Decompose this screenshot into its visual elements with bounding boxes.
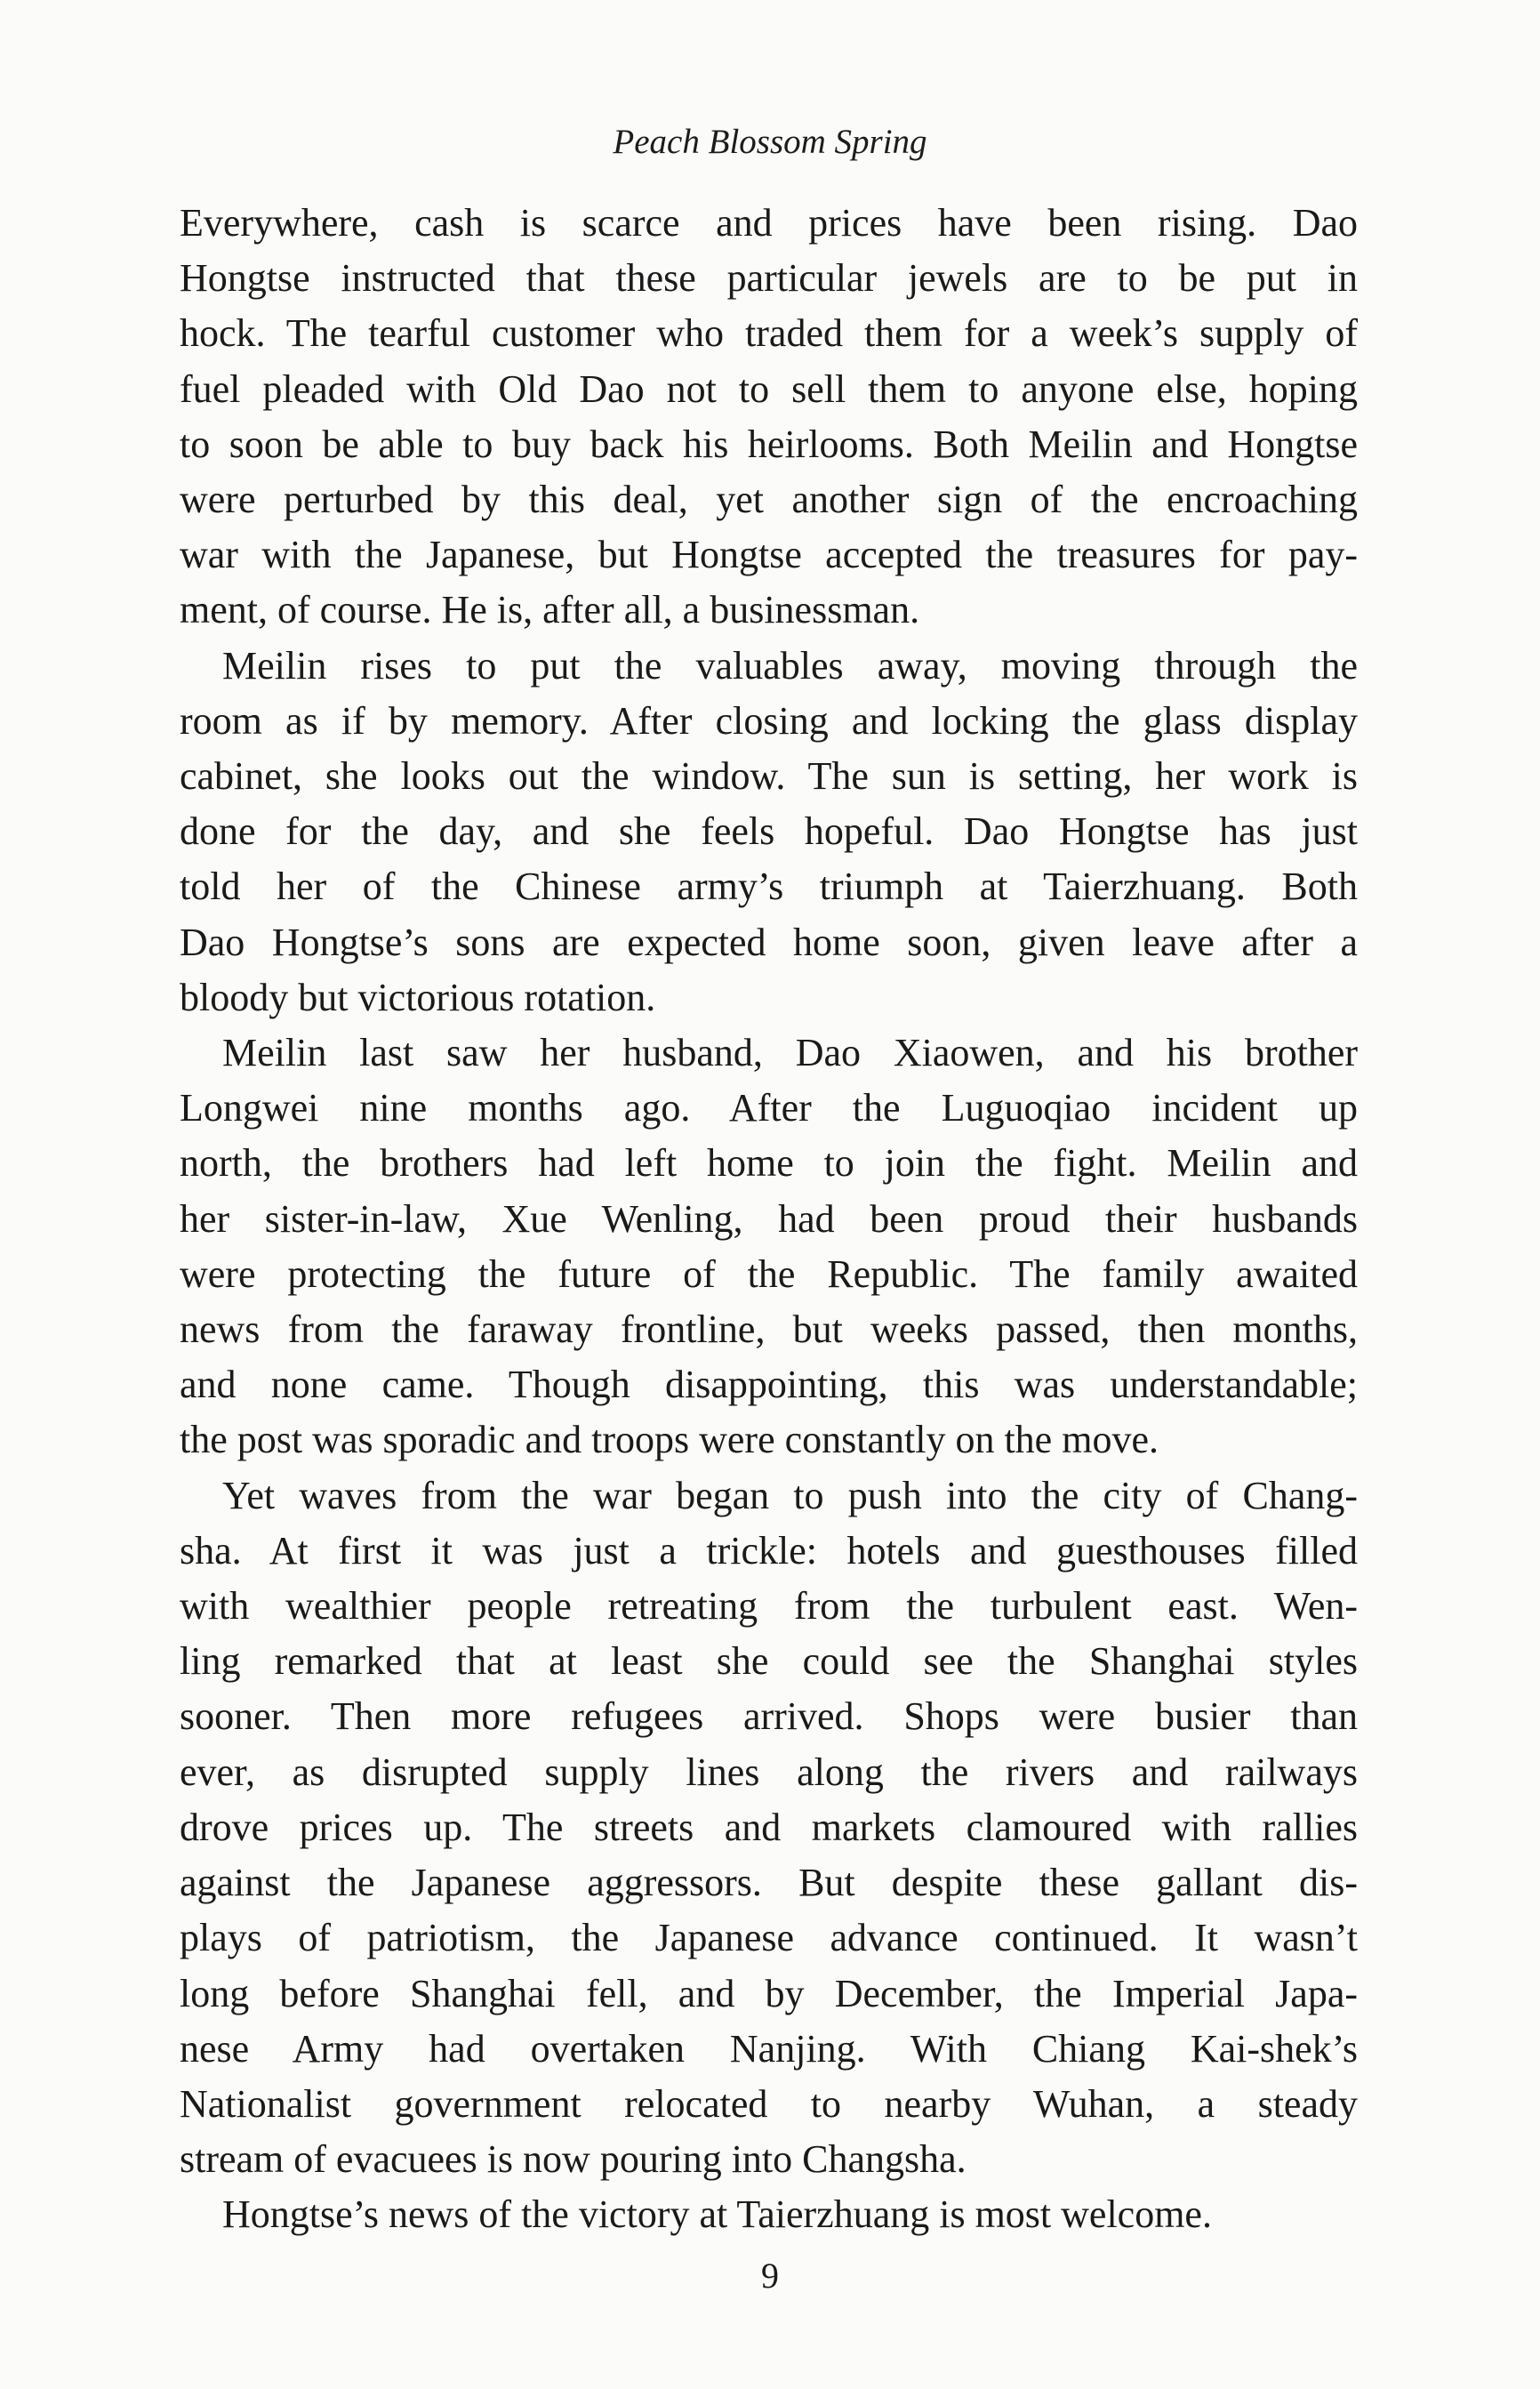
text-line: stream of evacuees is now pouring into Changsha.: [180, 2137, 967, 2182]
paragraph: [180, 196, 1358, 639]
text-line: Nationalist government relocated to nearby Wuhan, a steady: [180, 2081, 1358, 2126]
text-line: nese Army had overtaken Nanjing. With Chiang Kai-shek’s: [180, 2026, 1358, 2071]
text-line: room as if by memory. After closing and locking the glass display: [180, 698, 1358, 743]
paragraph: [180, 2187, 1358, 2242]
text-line: Yet waves from the war began to push into the city of Chang-: [222, 1473, 1358, 1517]
text-line: Everywhere, cash is scarce and prices have been rising. Dao: [180, 201, 1358, 245]
text-line: Meilin last saw her husband, Dao Xiaowen, and his brother: [222, 1031, 1358, 1075]
text-line: ever, as disrupted supply lines along the rivers and railways: [180, 1750, 1358, 1794]
running-head: Peach Blossom Spring: [613, 123, 927, 161]
text-line: war with the Japanese, but Hongtse accepted the treasures for pay-: [180, 533, 1358, 577]
paragraph: [180, 1026, 1358, 1468]
text-line: hock. The tearful customer who traded them for a week’s supply of: [180, 311, 1358, 356]
body-text: [180, 196, 1358, 2243]
text-line: Hongtse instructed that these particular jewels are to be put in: [180, 256, 1358, 301]
paragraph: [180, 639, 1358, 1026]
text-line: and none came. Though disappointing, this was understandable;: [180, 1363, 1358, 1407]
text-line: cabinet, she looks out the window. The sun is setting, her work is: [180, 754, 1358, 799]
text-line: news from the faraway frontline, but weeks passed, then months,: [180, 1307, 1358, 1352]
text-line: with wealthier people retreating from the turbulent east. Wen-: [180, 1584, 1358, 1629]
paragraph: [180, 1468, 1358, 2188]
text-line: told her of the Chinese army’s triumph at Taierzhuang. Both: [180, 865, 1358, 909]
text-line: ment, of course. He is, after all, a businessman.: [180, 588, 920, 632]
text-line: her sister-in-law, Xue Wenling, had been proud their husbands: [180, 1196, 1358, 1241]
text-line: fuel pleaded with Old Dao not to sell them to anyone else, hoping: [180, 366, 1358, 411]
text-line: north, the brothers had left home to join the fight. Meilin and: [180, 1141, 1358, 1186]
text-line: were protecting the future of the Republic. The family awaited: [180, 1251, 1358, 1296]
text-line: the post was sporadic and troops were constantly on the move.: [180, 1418, 1159, 1462]
text-line: sooner. Then more refugees arrived. Shops were busier than: [180, 1694, 1358, 1739]
text-line: Dao Hongtse’s sons are expected home soon, given leave after a: [180, 920, 1358, 964]
text-line: ling remarked that at least she could see the Shanghai styles: [180, 1639, 1358, 1684]
text-line: Hongtse’s news of the victory at Taierzhuang is most welcome.: [222, 2192, 1212, 2237]
text-line: against the Japanese aggressors. But despite these gallant dis-: [180, 1861, 1358, 1905]
text-line: long before Shanghai fell, and by December, the Imperial Japa-: [180, 1971, 1358, 2015]
text-line: Meilin rises to put the valuables away, moving through the: [222, 643, 1358, 688]
page-number: 9: [761, 2256, 779, 2296]
text-line: sha. At first it was just a trickle: hotels and guesthouses filled: [180, 1528, 1358, 1573]
text-line: were perturbed by this deal, yet another sign of the encroaching: [180, 478, 1358, 522]
text-line: plays of patriotism, the Japanese advance continued. It wasn’t: [180, 1916, 1358, 1960]
text-line: drove prices up. The streets and markets clamoured with rallies: [180, 1805, 1358, 1849]
text-line: Longwei nine months ago. After the Luguoqiao incident up: [180, 1086, 1358, 1130]
text-line: bloody but victorious rotation.: [180, 975, 656, 1019]
text-line: done for the day, and she feels hopeful. Dao Hongtse has just: [180, 809, 1358, 854]
text-line: to soon be able to buy back his heirlooms. Both Meilin and Hongtse: [180, 422, 1358, 466]
